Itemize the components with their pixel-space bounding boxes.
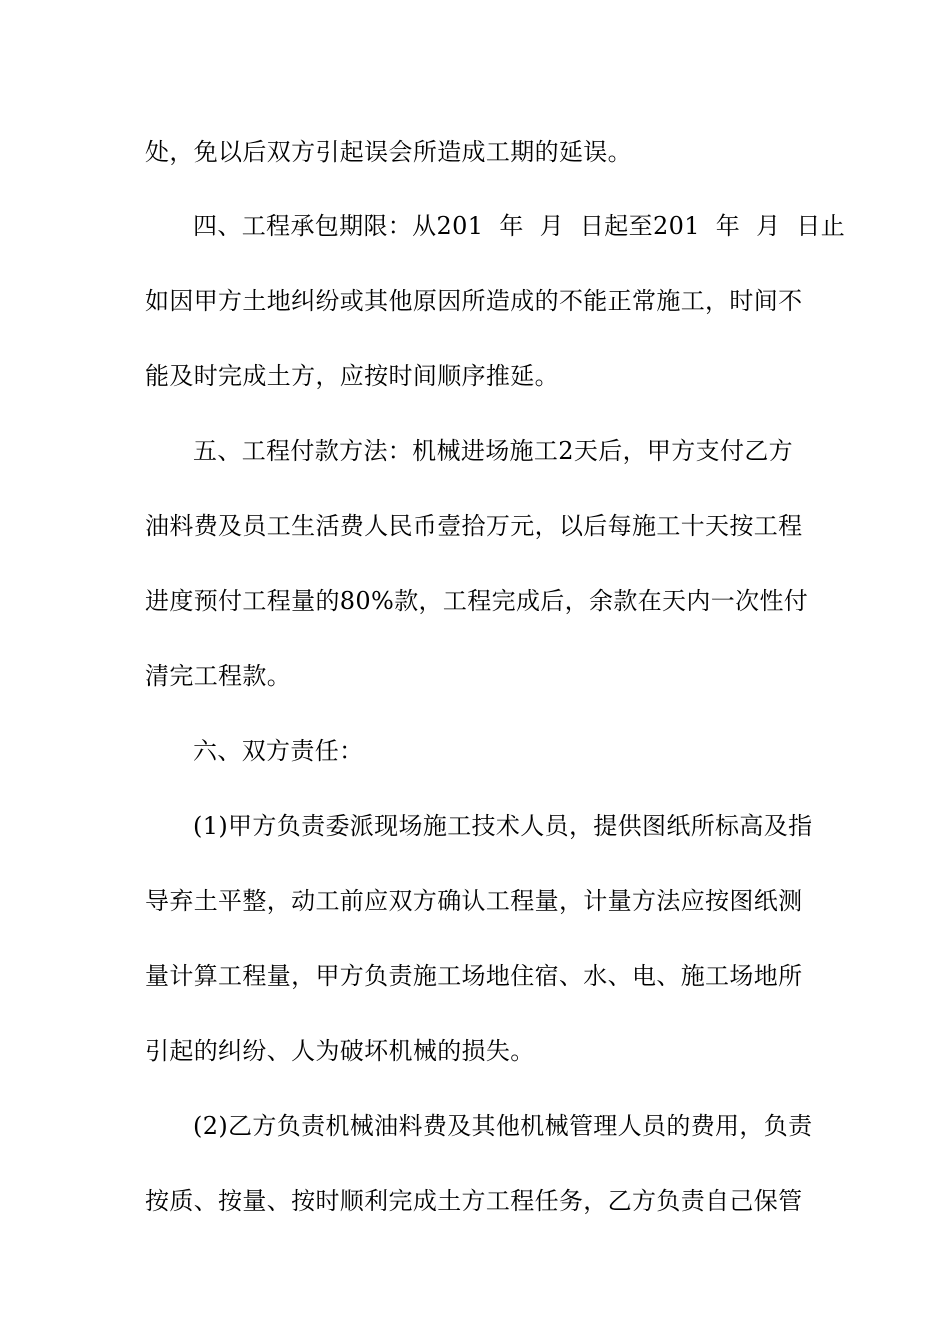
text-line: 引起的纠纷、人为破坏机械的损失。 — [145, 1037, 535, 1065]
text-line: 如因甲方土地纠纷或其他原因所造成的不能正常施工，时间不 — [145, 287, 803, 315]
text-line: 按质、按量、按时顺利完成土方工程任务，乙方负责自己保管 — [145, 1187, 803, 1215]
text-line: 量计算工程量，甲方负责施工场地住宿、水、电、施工场地所 — [145, 962, 803, 990]
text-line: 能及时完成土方，应按时间顺序推延。 — [145, 362, 559, 390]
clause-party-a: (1)甲方负责委派现场施工技术人员，提供图纸所标高及指 — [193, 812, 813, 840]
text-line: 处，免以后双方引起误会所造成工期的延误。 — [145, 138, 632, 166]
text-line: 导弃土平整，动工前应双方确认工程量，计量方法应按图纸测 — [145, 887, 803, 915]
text-line: 清完工程款。 — [145, 662, 292, 690]
section-heading-term: 四、工程承包期限：从201 年 月 日起至201 年 月 日止 — [193, 212, 846, 240]
section-heading-payment: 五、工程付款方法：机械进场施工2天后，甲方支付乙方 — [193, 437, 794, 465]
section-heading-responsibilities: 六、双方责任： — [193, 737, 364, 765]
text-line: 油料费及员工生活费人民币壹拾万元，以后每施工十天按工程 — [145, 512, 803, 540]
clause-party-b: (2)乙方负责机械油料费及其他机械管理人员的费用，负责 — [193, 1112, 813, 1140]
text-line: 进度预付工程量的80%款，工程完成后，余款在天内一次性付 — [145, 587, 809, 615]
